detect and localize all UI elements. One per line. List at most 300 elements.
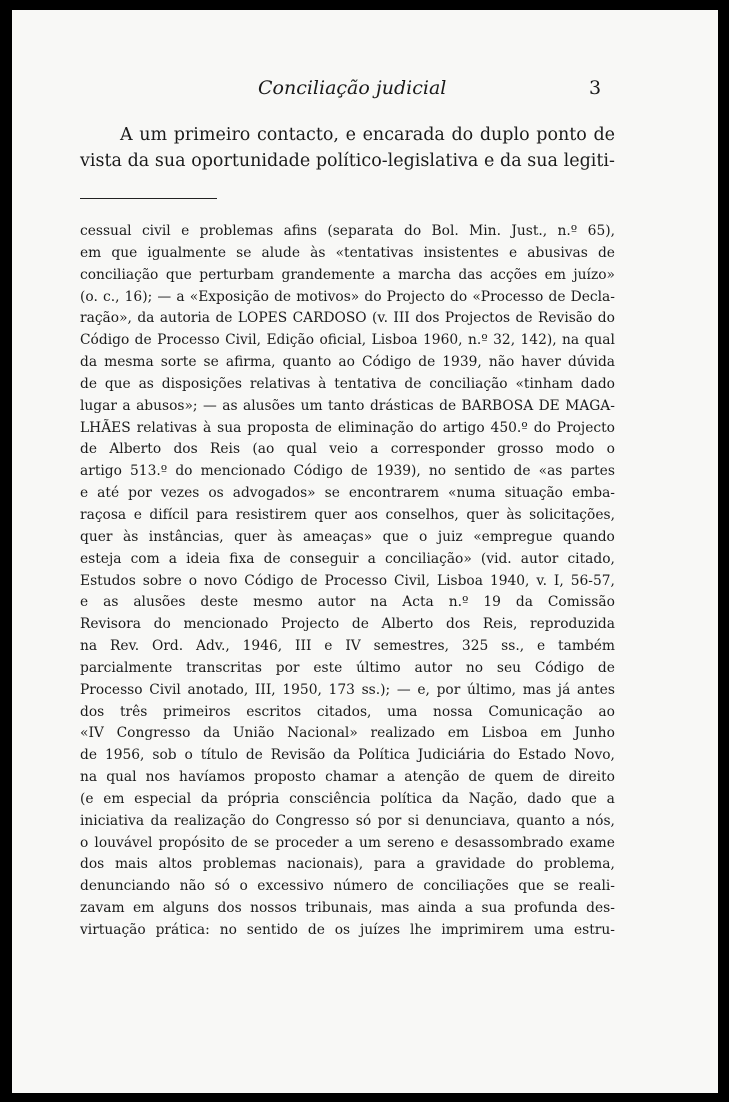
word: Judiciária: [417, 747, 486, 764]
word: do: [597, 310, 615, 327]
word: e: [80, 594, 89, 611]
word: Processo: [324, 572, 388, 589]
footnote-line: [80, 396, 615, 418]
word: denunciando: [80, 878, 171, 895]
word: por: [275, 659, 300, 676]
word: por: [377, 812, 402, 829]
word: III,: [254, 681, 276, 698]
word: 32,: [493, 332, 516, 349]
word: Processo: [80, 681, 143, 698]
word: oportunidade: [191, 151, 311, 171]
word: o: [188, 572, 198, 589]
word: mesma: [104, 354, 154, 371]
word: situação: [504, 485, 563, 502]
main-paragraph: [80, 122, 615, 174]
word: do: [419, 419, 437, 436]
word: encontrarem: [348, 485, 440, 502]
word: Código: [361, 354, 412, 371]
word: que: [165, 266, 192, 283]
word: no: [219, 922, 237, 938]
word: perturbam: [199, 266, 274, 283]
word: afins: [283, 223, 317, 239]
footnote-line: [80, 614, 615, 636]
word: conciliações: [423, 878, 509, 895]
word: artigo: [442, 419, 485, 436]
word: haver: [521, 354, 561, 371]
word: semestres,: [373, 638, 450, 655]
word: 450.º: [490, 419, 528, 436]
footnote-separator: [80, 198, 217, 199]
word: (v.: [372, 310, 388, 327]
word: e: [484, 151, 495, 171]
word: Revisora: [80, 616, 141, 633]
word: o: [80, 834, 89, 851]
word: artigo: [80, 463, 122, 480]
word: iniciativa: [80, 812, 145, 829]
word: solicitações,: [529, 506, 615, 523]
word: Revisão: [270, 747, 326, 764]
word: mas: [522, 681, 552, 698]
word: eliminação: [337, 419, 414, 436]
word: Ord.: [152, 638, 184, 655]
word: Edição: [266, 332, 315, 349]
word: se: [553, 878, 569, 895]
word: autor: [317, 594, 356, 611]
word: dos: [217, 900, 242, 917]
word: para: [373, 856, 406, 873]
word: quer: [314, 506, 347, 523]
word: não: [179, 878, 205, 895]
footnote-line: [80, 418, 615, 440]
word: Projecto: [386, 288, 445, 305]
word: reali-: [578, 878, 615, 895]
word: abusos»;: [136, 397, 198, 414]
word: Min.: [469, 223, 501, 239]
word: Reis: [209, 441, 241, 458]
word: ameaças»: [302, 528, 373, 545]
word: às: [310, 244, 326, 261]
word: último,: [467, 681, 517, 698]
word: instâncias,: [148, 528, 224, 545]
word: de: [597, 659, 615, 676]
word: MAGA-: [565, 397, 615, 414]
word: à: [203, 419, 212, 436]
word: problema,: [544, 856, 615, 873]
footnote-line: [80, 352, 615, 374]
word: conciliação»: [384, 550, 472, 567]
word: fixa: [229, 550, 255, 567]
word: altos: [158, 856, 193, 873]
footnote-line: [80, 483, 615, 505]
word: na: [80, 638, 98, 655]
word: 325: [461, 638, 489, 655]
footnote-line: [80, 920, 615, 942]
word: o: [419, 528, 428, 545]
word: em: [447, 725, 469, 742]
word: 1950,: [282, 681, 322, 698]
word: em: [544, 266, 566, 283]
footnote-line: [80, 833, 615, 855]
word: de: [593, 125, 615, 145]
word: a: [386, 769, 396, 786]
word: quer: [234, 528, 267, 545]
word: que: [104, 375, 131, 392]
word: e: [536, 638, 546, 655]
word: por: [128, 485, 152, 502]
word: Processo: [157, 332, 220, 349]
footnote-line: [80, 330, 615, 352]
word: Civil: [149, 681, 181, 698]
word: e: [324, 638, 333, 655]
word: qual: [584, 332, 615, 349]
word: sob: [152, 747, 177, 764]
word: União: [232, 725, 275, 742]
word: a: [571, 812, 580, 829]
word: de: [597, 244, 615, 261]
word: n.º: [557, 223, 578, 239]
word: exame: [569, 834, 615, 851]
word: do: [251, 812, 270, 829]
word: Revisão: [537, 310, 593, 327]
word: DE: [538, 397, 560, 414]
word: oficial,: [319, 332, 367, 349]
word: relativas: [136, 419, 198, 436]
word: sereno: [387, 834, 435, 851]
word: (o.: [80, 288, 98, 305]
word: e: [133, 506, 142, 523]
word: vezes: [160, 485, 200, 502]
word: as: [222, 397, 238, 414]
word: si: [407, 812, 420, 829]
footnote-line: [80, 789, 615, 811]
word: duplo: [479, 125, 530, 145]
word: dos: [415, 310, 440, 327]
word: mencionado: [183, 616, 269, 633]
word: citados,: [316, 703, 372, 720]
word: em: [103, 790, 125, 807]
word: 16);: [124, 288, 153, 305]
word: para: [196, 506, 229, 523]
footnote-line: [80, 876, 615, 898]
word: também: [558, 638, 615, 655]
word: dado: [527, 790, 562, 807]
word: da: [500, 151, 522, 171]
word: des-: [586, 900, 615, 917]
word: Rev.: [110, 638, 140, 655]
word: os: [334, 922, 351, 938]
word: emba-: [572, 485, 615, 502]
word: virtuação: [80, 922, 146, 938]
word: «as: [538, 463, 563, 480]
footnote-line: [80, 702, 615, 724]
word: e,: [417, 681, 430, 698]
word: das: [458, 266, 483, 283]
word: motivos»: [296, 288, 360, 305]
word: título: [200, 747, 238, 764]
word: seu: [496, 659, 522, 676]
word: 142),: [520, 332, 557, 349]
word: 173: [328, 681, 355, 698]
word: às: [122, 528, 139, 545]
word: e: [440, 834, 449, 851]
word: n.º: [448, 594, 469, 611]
word: realização: [173, 812, 246, 829]
word: desassombrado: [454, 834, 564, 851]
word: IV: [345, 638, 361, 655]
word: legiti-: [563, 151, 615, 171]
word: três: [119, 703, 148, 720]
word: proposta: [247, 419, 310, 436]
word: Estudos: [80, 572, 136, 589]
word: direito: [568, 769, 615, 786]
footnote: [80, 221, 615, 942]
footnote-line: [80, 527, 615, 549]
word: Política: [358, 747, 410, 764]
word: dos: [80, 856, 105, 873]
word: se: [253, 834, 270, 851]
word: I,: [553, 572, 564, 589]
word: primeiro: [173, 125, 251, 145]
word: —: [157, 288, 172, 305]
word: Código: [293, 463, 343, 480]
word: no: [428, 463, 447, 480]
word: Nacional»: [287, 725, 358, 742]
word: alude: [261, 244, 301, 261]
word: de: [418, 354, 436, 371]
word: CARDOSO: [292, 310, 367, 327]
footnote-line: [80, 265, 615, 287]
footnote-line: [80, 243, 615, 265]
word: BARBOSA: [461, 397, 534, 414]
word: 1956,: [104, 747, 145, 764]
footnote-line: [80, 308, 615, 330]
footnote-line: [80, 636, 615, 658]
word: raçosa: [80, 506, 127, 523]
word: marcha: [398, 266, 451, 283]
word: o: [239, 878, 248, 895]
word: alusões: [133, 594, 186, 611]
word: juízo»: [573, 266, 615, 283]
word: de: [80, 747, 97, 764]
word: afirma,: [225, 354, 276, 371]
word: «tinham: [515, 375, 573, 392]
word: parcialmente: [80, 659, 173, 676]
word: grosso: [497, 441, 544, 458]
word: «numa: [448, 485, 496, 502]
word: da: [80, 354, 98, 371]
word: Código: [534, 659, 585, 676]
word: de: [439, 397, 457, 414]
word: do: [153, 616, 171, 633]
word: e: [80, 485, 89, 502]
word: c.,: [103, 288, 120, 305]
text-line: [80, 148, 615, 174]
word: na: [80, 769, 98, 786]
word: autor: [414, 659, 453, 676]
word: sentido: [454, 463, 506, 480]
word: propósito: [158, 834, 225, 851]
word: quer: [466, 506, 499, 523]
word: (e: [80, 790, 94, 807]
word: por: [436, 681, 461, 698]
word: proceder: [275, 834, 339, 851]
word: 1939),: [375, 463, 421, 480]
word: problemas: [199, 223, 274, 239]
word: —: [396, 681, 411, 698]
word: do: [533, 419, 551, 436]
word: este: [313, 659, 343, 676]
word: Acta: [402, 594, 434, 611]
word: Nação,: [468, 790, 518, 807]
word: mencionado: [200, 463, 286, 480]
word: sua: [527, 151, 558, 171]
word: do: [451, 125, 474, 145]
word: qual: [286, 441, 317, 458]
word: v.: [536, 572, 547, 589]
word: abusivas: [527, 244, 588, 261]
word: vista: [80, 151, 122, 171]
word: à: [318, 375, 327, 392]
word: se: [324, 485, 340, 502]
word: de: [396, 878, 414, 895]
word: ponto: [536, 125, 587, 145]
word: escritos: [246, 703, 302, 720]
footnote-line: [80, 680, 615, 702]
word: a: [176, 288, 185, 305]
word: tanto: [327, 397, 365, 414]
word: a: [122, 397, 131, 414]
word: a: [464, 900, 474, 917]
word: de: [300, 572, 318, 589]
word: na: [562, 332, 580, 349]
word: de: [513, 463, 531, 480]
word: a: [367, 550, 376, 567]
word: da: [441, 790, 459, 807]
word: político-legislativa: [315, 151, 479, 171]
word: a: [168, 550, 178, 567]
word: 1960,: [423, 332, 463, 349]
word: dos: [173, 441, 198, 458]
word: do: [404, 223, 422, 239]
word: Civil,: [393, 572, 430, 589]
word: sorte: [160, 354, 197, 371]
word: mais: [114, 856, 148, 873]
word: (vid.: [480, 550, 512, 567]
word: zavam: [80, 900, 125, 917]
word: Decla-: [570, 288, 615, 305]
word: ideia: [186, 550, 221, 567]
word: quando: [562, 528, 615, 545]
word: conseguir: [289, 550, 359, 567]
word: a: [370, 441, 379, 458]
word: Reis,: [482, 616, 518, 633]
word: 65),: [587, 223, 615, 239]
word: da: [333, 747, 351, 764]
word: sentido: [246, 922, 298, 938]
word: corresponder: [390, 441, 485, 458]
word: que: [111, 244, 138, 261]
word: da: [203, 725, 221, 742]
word: veio: [329, 441, 358, 458]
word: quanto: [282, 354, 332, 371]
word: modo: [555, 441, 595, 458]
word: denunciava,: [425, 812, 511, 829]
word: lugar: [80, 397, 117, 414]
word: Lisboa: [481, 725, 528, 742]
word: relativas: [249, 375, 311, 392]
word: estru-: [573, 922, 615, 938]
word: as: [103, 594, 119, 611]
word: (ao: [252, 441, 275, 458]
word: nossos: [250, 900, 297, 917]
word: o: [184, 747, 193, 764]
word: em: [540, 725, 562, 742]
word: a: [382, 266, 391, 283]
word: Código: [80, 332, 130, 349]
word: «empregue: [473, 528, 553, 545]
word: da: [127, 151, 150, 171]
footnote-line: [80, 854, 615, 876]
word: profunda: [514, 900, 578, 917]
word: dos: [80, 703, 105, 720]
word: do: [492, 747, 511, 764]
footnote-line: [80, 221, 615, 243]
word: novo: [204, 572, 238, 589]
word: o: [606, 441, 615, 458]
word: de: [134, 332, 152, 349]
word: no: [465, 659, 484, 676]
word: em: [133, 900, 155, 917]
word: a: [416, 856, 425, 873]
word: Adv.,: [196, 638, 230, 655]
word: de: [542, 769, 560, 786]
word: III: [295, 638, 312, 655]
word: um: [359, 834, 381, 851]
word: deste: [200, 594, 239, 611]
word: alusões: [242, 397, 296, 414]
word: dado: [580, 375, 615, 392]
word: de: [245, 747, 263, 764]
word: realizado: [370, 725, 435, 742]
word: sua: [154, 151, 186, 171]
word: (separata: [327, 223, 394, 239]
footnote-line: [80, 811, 615, 833]
word: de: [80, 441, 97, 458]
footnote-line: [80, 658, 615, 680]
word: 1940,: [489, 572, 530, 589]
word: uma: [533, 922, 565, 938]
word: contacto,: [256, 125, 339, 145]
word: anotado,: [187, 681, 249, 698]
word: atenção: [404, 769, 460, 786]
footnote-line: [80, 745, 615, 767]
word: em: [80, 244, 102, 261]
word: último: [356, 659, 401, 676]
word: quer: [80, 528, 113, 545]
word: que: [382, 528, 409, 545]
word: Bol.: [431, 223, 459, 239]
word: «Processo: [472, 288, 544, 305]
word: Alberto: [381, 616, 434, 633]
word: já: [557, 681, 571, 698]
word: grandemente: [281, 266, 375, 283]
word: se: [203, 354, 219, 371]
word: autor: [520, 550, 559, 567]
word: de: [468, 769, 486, 786]
word: consciência: [289, 790, 371, 807]
word: mas: [380, 900, 410, 917]
word: sua: [217, 419, 242, 436]
